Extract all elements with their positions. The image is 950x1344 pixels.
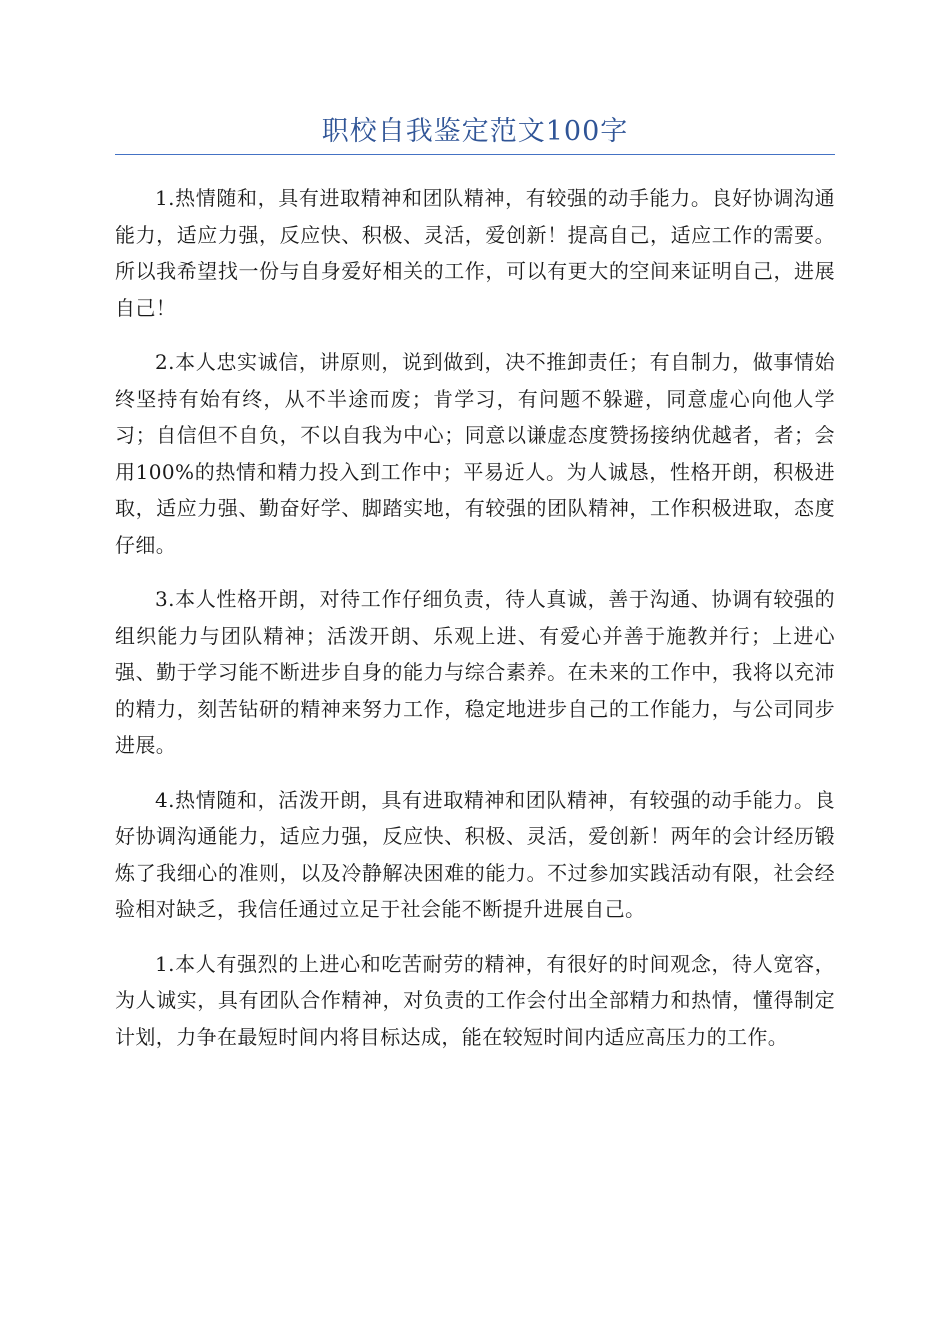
title-underline: [115, 154, 835, 155]
document-title: 职校自我鉴定范文100字: [321, 116, 629, 147]
paragraph-5: 1.本人有强烈的上进心和吃苦耐劳的精神，有很好的时间观念，待人宽容，为人诚实，具有团队合作精神，对负责的工作会付出全部精力和热情，懂得制定计划，力争在最短时间内将目标达成，能在较短时间内适应高压力的工作。: [115, 951, 835, 1049]
document-body: [115, 180, 835, 1073]
paragraph-4: 4.热情随和，活泼开朗，具有进取精神和团队精神，有较强的动手能力。良好协调沟通能力，适应力强，反应快、积极、灵活，爱创新！两年的会计经历锻炼了我细心的准则，以及冷静解决困难的能力。不过参加实践活动有限，社会经验相对缺乏，我信任通过立足于社会能不断提升进展自己。: [115, 787, 835, 921]
paragraph-1: 1.热情随和，具有进取精神和团队精神，有较强的动手能力。良好协调沟通能力，适应力强，反应快、积极、灵活，爱创新！提高自己，适应工作的需要。所以我希望找一份与自身爱好相关的工作，可以有更大的空间来证明自己，进展自己！: [115, 186, 835, 320]
paragraph-2: 2.本人忠实诚信，讲原则，说到做到，决不推卸责任；有自制力，做事情始终坚持有始有终，从不半途而废；肯学习，有问题不躲避，同意虚心向他人学习；自信但不自负，不以自我为中心；同意以谦虚态度赞扬接纳优越者，者；会用100%的热情和精力投入到工作中；平易近人。为人诚恳，性格开朗，积极进取，适应力强、勤奋好学、脚踏实地，有较强的团队精神，工作积极进取，态度仔细。: [115, 350, 835, 557]
paragraph-3: 3.本人性格开朗，对待工作仔细负责，待人真诚，善于沟通、协调有较强的组织能力与团队精神；活泼开朗、乐观上进、有爱心并善于施教并行；上进心强、勤于学习能不断进步自身的能力与综合素养。在未来的工作中，我将以充沛的精力，刻苦钻研的精神来努力工作，稳定地进步自己的工作能力，与公司同步进展。: [115, 587, 835, 757]
